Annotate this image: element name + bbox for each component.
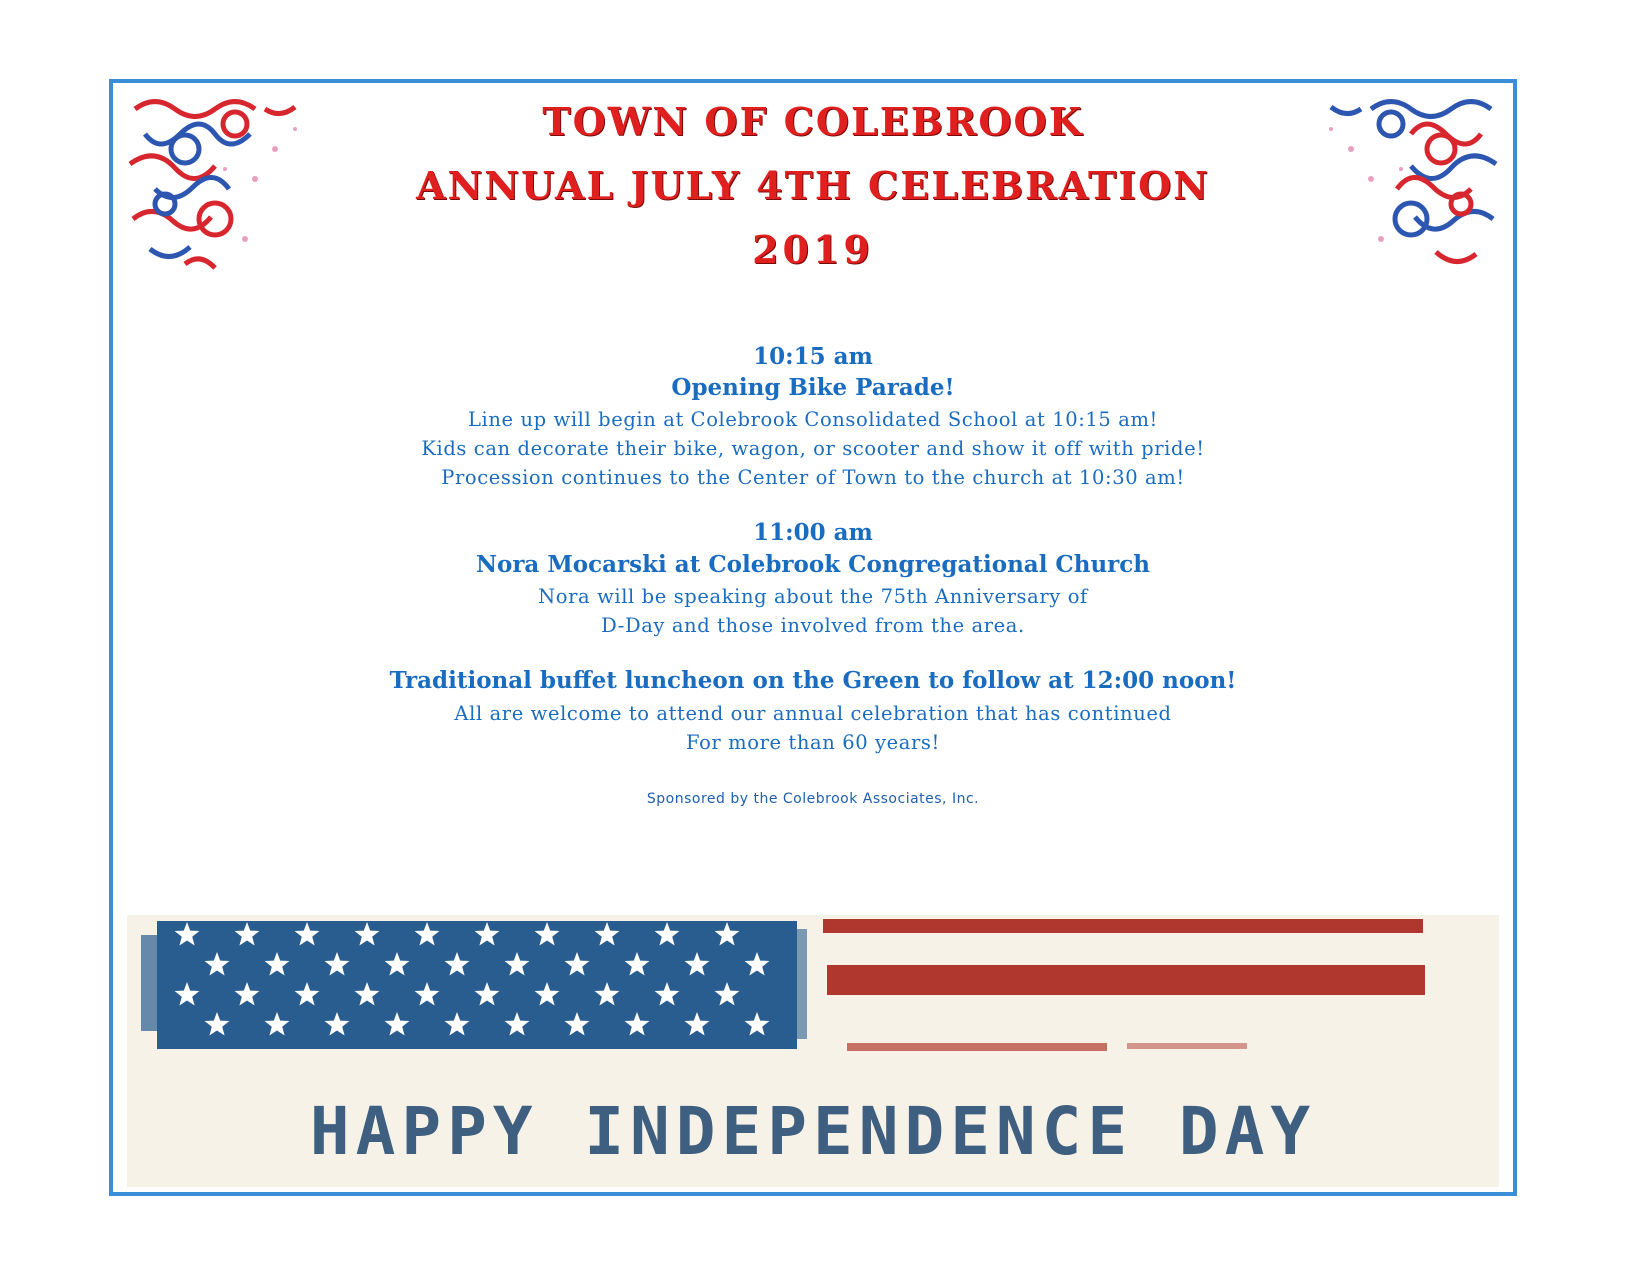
event-2-detail: Nora will be speaking about the 75th Anniversary of bbox=[538, 585, 1088, 608]
happy-independence-day-text: HAPPY INDEPENDENCE DAY bbox=[309, 1093, 1317, 1170]
luncheon-detail: For more than 60 years! bbox=[686, 731, 940, 754]
title-town: TOWN OF COLEBROOK bbox=[542, 99, 1084, 144]
event-1-detail: Procession continues to the Center of Town to the church at 10:30 am! bbox=[441, 466, 1185, 489]
event-2-time: 11:00 am bbox=[753, 519, 873, 546]
event-1-detail: Kids can decorate their bike, wagon, or scooter and show it off with pride! bbox=[421, 437, 1205, 460]
title-celebration: ANNUAL JULY 4TH CELEBRATION bbox=[416, 163, 1210, 208]
event-2-detail: D-Day and those involved from the area. bbox=[601, 614, 1025, 637]
luncheon-detail: All are welcome to attend our annual celebration that has continued bbox=[454, 702, 1172, 725]
sponsor-note: Sponsored by the Colebrook Associates, Inc. bbox=[646, 791, 980, 807]
independence-day-banner bbox=[127, 915, 1499, 1187]
flyer-frame bbox=[109, 79, 1517, 1196]
title-year: 2019 bbox=[752, 227, 874, 272]
event-1-detail: Line up will begin at Colebrook Consolidated School at 10:15 am! bbox=[468, 408, 1158, 431]
event-1-title: Opening Bike Parade! bbox=[671, 374, 955, 401]
event-2-title: Nora Mocarski at Colebrook Congregational Church bbox=[475, 551, 1151, 578]
event-1-time: 10:15 am bbox=[753, 343, 873, 370]
luncheon-title: Traditional buffet luncheon on the Green to follow at 12:00 noon! bbox=[389, 667, 1237, 694]
